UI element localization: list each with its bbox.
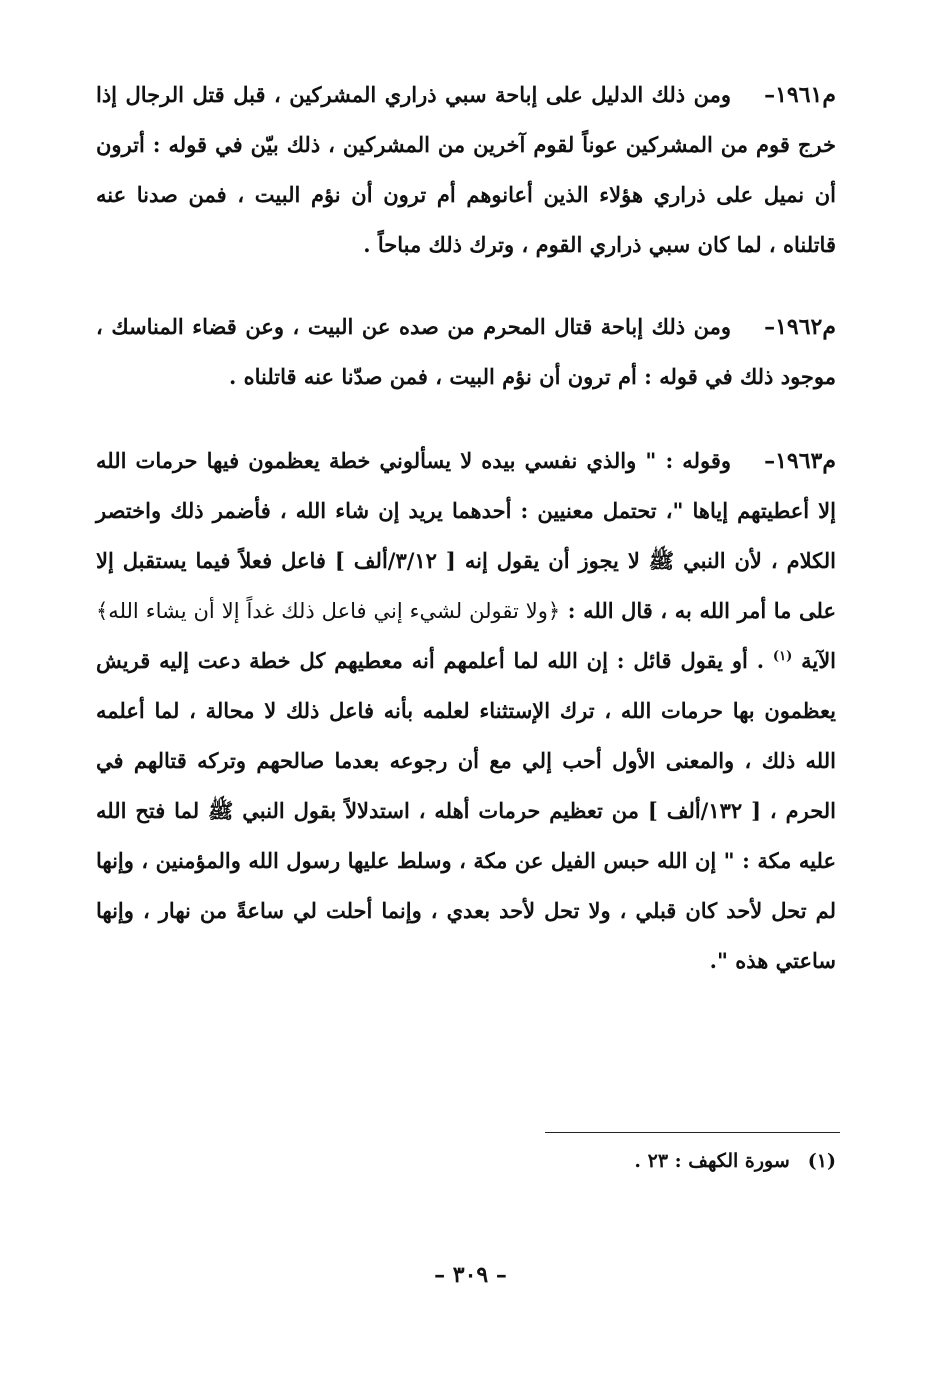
entry-body: ومن ذلك إباحة قتال المحرم من صده عن البيت ، وعن قضاء المناسك ، موجود ذلك في قوله : أم ترون أن نؤم البيت ، فمن صدّنا عنه قاتلناه . [96,314,836,389]
entry-paragraph [96,436,836,986]
footnote-divider [545,1132,840,1133]
entry-number: م١٩٦١– [764,82,836,108]
footnote-text: سورة الكهف : ٢٣ . [634,1150,790,1172]
entry-number: م١٩٦٢– [764,314,836,340]
footnote-number: (١) [807,1150,836,1172]
quran-verse: ﴿ولا تقولن لشيء إني فاعل ذلك غداً إلا أن يشاء الله﴾ [96,599,561,623]
page-number: – ٣٠٩ – [434,1262,507,1288]
entry-paragraph [96,70,836,270]
footnote [634,1150,836,1172]
entry-body-before: وقوله : " والذي نفسي بيده لا يسألوني خطة يعظمون فيها حرمات الله إلا أعطيتهم إياها "، تحتمل معنيين : أحدهما يريد إن شاء الله ، فأضمر ذلك واختصر الكلام ، لأن النبي ﷺ لا يجوز أن يقول إنه [ ٣/١٢/ألف ] فاعل فعلاً فيما يستقبل إلا على ما أمر الله به ، قال الله : [96,448,836,623]
footnote-marker: (١) [772,649,793,664]
entry-body: ومن ذلك الدليل على إباحة سبي ذراري المشركين ، قبل قتل الرجال إذا خرج قوم من المشركين عوناً لقوم آخرين من المشركين ، ذلك بيّن في قوله : أترون أن نميل على ذراري هؤلاء الذين أعانوهم أم ترون أن نؤم البيت ، فمن صدنا عنه قاتلناه ، لما كان سبي ذراري القوم ، وترك ذلك مباحاً . [96,82,836,257]
verse-label: الآية [801,648,837,673]
entry-paragraph [96,302,836,402]
entry-1962 [96,302,836,402]
entry-1963 [96,436,836,986]
entry-1961 [96,70,836,270]
entry-number: م١٩٦٣– [764,448,836,474]
entry-body-after: . أو يقول قائل : إن الله لما أعلمهم أنه معطيهم كل خطة دعت إليه قريش يعظمون بها حرمات الله ، ترك الإستثناء لعلمه بأنه فاعل ذلك لا محالة ، لما أعلمه الله ذلك ، والمعنى الأول أحب إلي مع أن رجوعه بعدما صالحهم وتركه قتالهم في الحرم ، [ ١٣٢/ألف ] من تعظيم حرمات أهله ، استدلالاً بقول النبي ﷺ لما فتح الله عليه مكة : " إن الله حبس الفيل عن مكة ، وسلط عليها رسول الله والمؤمنين ، وإنها لم تحل لأحد كان قبلي ، ولا تحل لأحد بعدي ، وإنما أحلت لي ساعةً من نهار ، وإنها ساعتي هذه ". [96,648,836,973]
